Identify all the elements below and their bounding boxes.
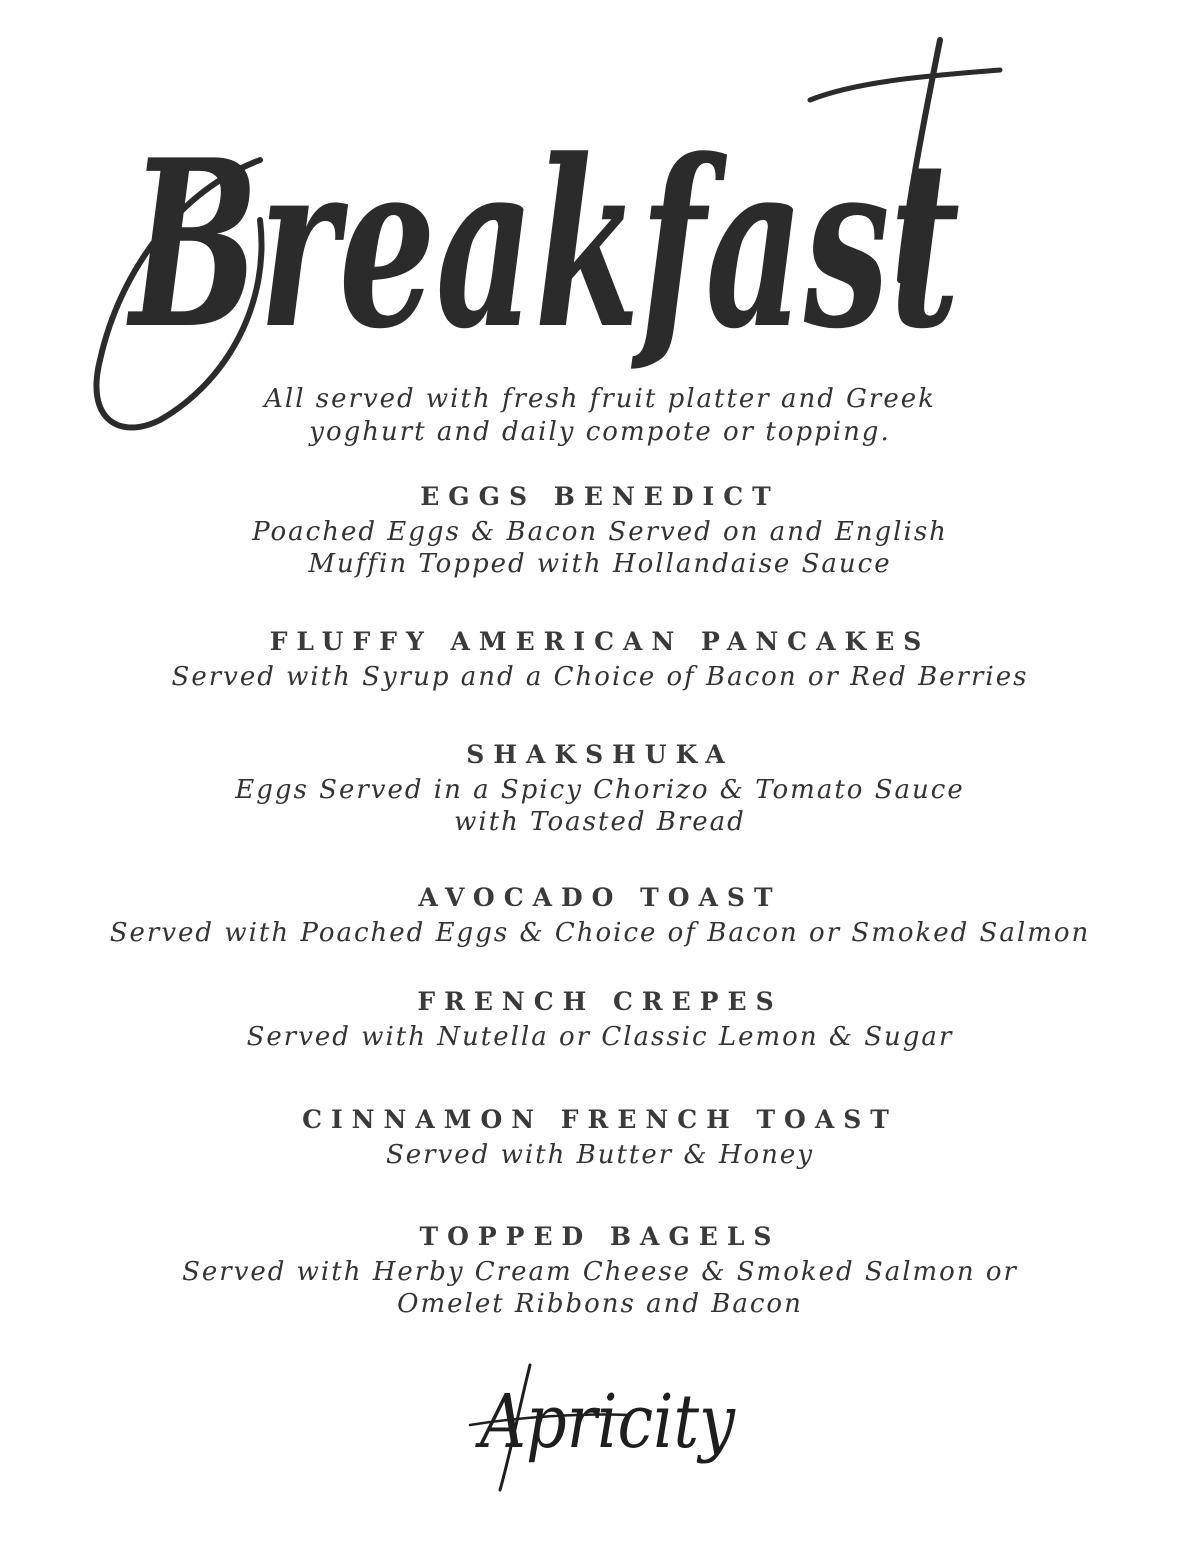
logo-script-svg xyxy=(460,1355,750,1495)
item-description xyxy=(0,774,1200,838)
item-name: SHAKSHUKA xyxy=(466,740,734,769)
item-description xyxy=(0,1256,1200,1320)
intro-text xyxy=(0,383,1200,449)
logo-text: Apricity xyxy=(474,1379,737,1465)
menu-item-cinnamon-french-toast xyxy=(0,1101,1200,1218)
menu-item-shakshuka xyxy=(0,736,1200,879)
menu-item-eggs-benedict xyxy=(0,478,1200,623)
item-description xyxy=(0,917,1200,949)
item-name: AVOCADO TOAST xyxy=(418,883,782,912)
menu-item-french-crepes xyxy=(0,983,1200,1101)
item-desc-line: Served with Herby Cream Cheese & Smoked Salmon or xyxy=(182,1257,1018,1287)
item-name: CINNAMON FRENCH TOAST xyxy=(302,1105,898,1134)
item-desc-line: Omelet Ribbons and Bacon xyxy=(397,1289,803,1319)
item-desc-line: Poached Eggs & Bacon Served on and English xyxy=(252,517,948,547)
intro-line: yoghurt and daily compote or topping. xyxy=(309,417,891,447)
item-description xyxy=(0,516,1200,580)
item-name: TOPPED BAGELS xyxy=(419,1222,781,1251)
brand-logo xyxy=(460,1355,750,1495)
item-name: FRENCH CREPES xyxy=(417,987,783,1016)
item-description xyxy=(0,1021,1200,1053)
menu-item-fluffy-american-pancakes xyxy=(0,623,1200,736)
title-flourish-top xyxy=(810,70,1000,100)
menu-list xyxy=(0,478,1200,1320)
menu-item-topped-bagels xyxy=(0,1218,1200,1320)
item-desc-line: with Toasted Bread xyxy=(454,807,746,837)
item-name: EGGS BENEDICT xyxy=(420,482,780,511)
item-desc-line: Served with Syrup and a Choice of Bacon or Red Berries xyxy=(171,662,1029,692)
item-desc-line: Muffin Topped with Hollandaise Sauce xyxy=(308,549,892,579)
intro-line: All served with fresh fruit platter and Greek xyxy=(264,384,936,414)
title-text: Breakfast xyxy=(126,110,961,380)
item-desc-line: Served with Nutella or Classic Lemon & Sugar xyxy=(246,1022,954,1052)
menu-item-avocado-toast xyxy=(0,879,1200,983)
item-name: FLUFFY AMERICAN PANCAKES xyxy=(269,627,931,656)
item-desc-line: Served with Poached Eggs & Choice of Bacon or Smoked Salmon xyxy=(109,918,1091,948)
item-description xyxy=(0,661,1200,693)
item-description xyxy=(0,1139,1200,1171)
item-desc-line: Eggs Served in a Spicy Chorizo & Tomato Sauce xyxy=(235,775,965,805)
item-desc-line: Served with Butter & Honey xyxy=(385,1140,815,1170)
